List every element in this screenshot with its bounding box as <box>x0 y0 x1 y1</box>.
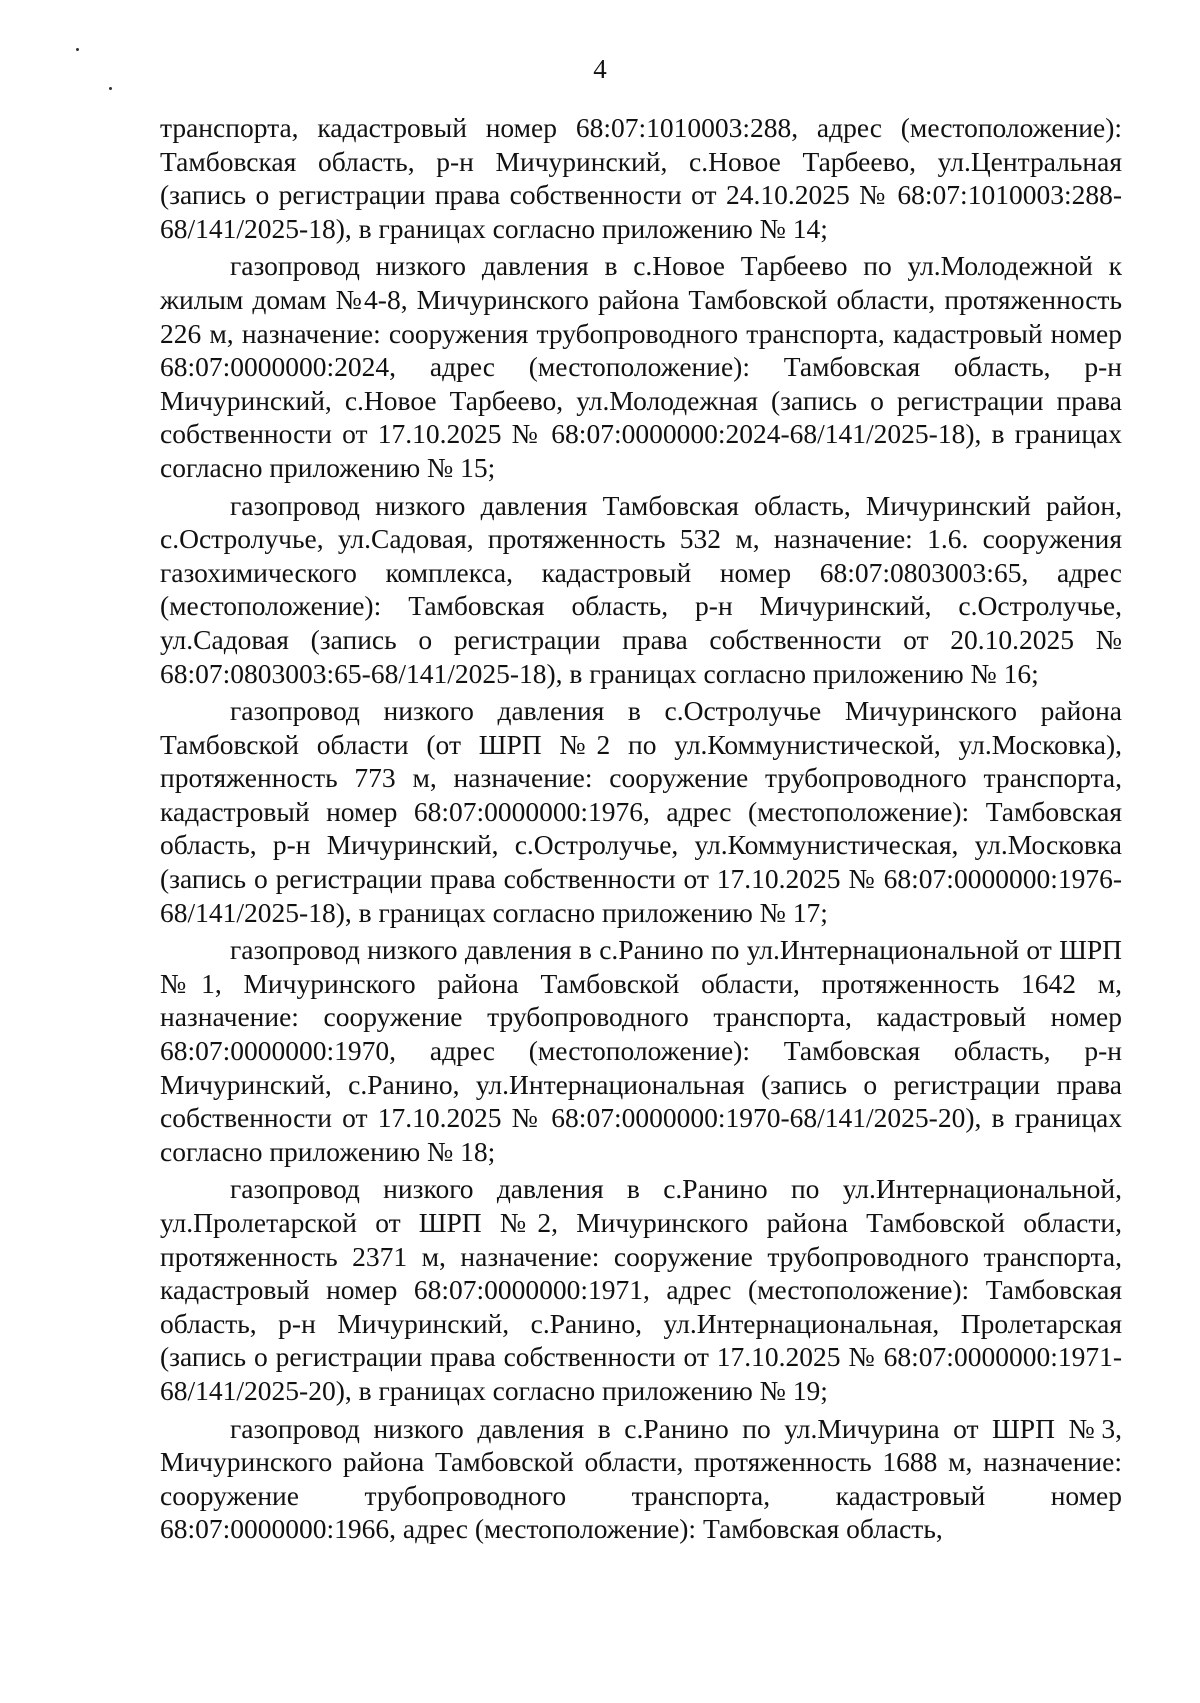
page-number: 4 <box>593 54 607 84</box>
paragraph-gas-pipeline-ranino-shrp1: газопровод низкого давления в с.Ранино по ул.Интернациональной от ШРП №1, Мичуринского района Тамбовской области, протяженность 1642 м, назначение: сооружение трубопроводного транспорта, кадастровый номер 68:07:0000000:1970, адрес (местоположение): Тамбовская область, р-н Мичуринский, с.Ранино, ул.Интернациональная (запись о регистрации права собственности от 17.10.2025 № 68:07:0000000:1970-68/141/2025-20), в границах согласно приложению № 18; <box>160 934 1122 1167</box>
scan-speck <box>109 87 112 90</box>
paragraph-gas-pipeline-ostroluchye-kommunisticheskaya: газопровод низкого давления в с.Остролучье Мичуринского района Тамбовской области (от ШРП №2 по ул.Коммунистической, ул.Московка), протяженность 773 м, назначение: сооружение трубопроводного транспорта, кадастровый номер 68:07:0000000:1976, адрес (местоположение): Тамбовская область, р-н Мичуринский, с.Остролучье, ул.Коммунистическая, ул.Московка (запись о регистрации права собственности от 17.10.2025 № 68:07:0000000:1976-68/141/2025-18), в границах согласно приложению № 17; <box>160 695 1122 928</box>
document-body <box>160 111 1122 1546</box>
paragraph-gas-pipeline-ranino-shrp2: газопровод низкого давления в с.Ранино по ул.Интернациональной, ул.Пролетарской от ШРП №2, Мичуринского района Тамбовской области, протяженность 2371 м, назначение: сооружение трубопроводного транспорта, кадастровый номер 68:07:0000000:1971, адрес (местоположение): Тамбовская область, р-н Мичуринский, с.Ранино, ул.Интернациональная, Пролетарская (запись о регистрации права собственности от 17.10.2025 № 68:07:0000000:1971-68/141/2025-20), в границах согласно приложению № 19; <box>160 1173 1122 1406</box>
scan-speck <box>76 48 79 51</box>
paragraph-gas-pipeline-ostroluchye-sadovaya: газопровод низкого давления Тамбовская область, Мичуринский район, с.Остролучье, ул.Садовая, протяженность 532 м, назначение: 1.6. сооружения газохимического комплекса, кадастровый номер 68:07:0803003:65, адрес (местоположение): Тамбовская область, р-н Мичуринский, с.Остролучье, ул.Садовая (запись о регистрации права собственности от 20.10.2025 № 68:07:0803003:65-68/141/2025-18), в границах согласно приложению № 16; <box>160 489 1122 689</box>
paragraph-gas-pipeline-ranino-shrp3: газопровод низкого давления в с.Ранино по ул.Мичурина от ШРП №3, Мичуринского района Тамбовской области, протяженность 1688 м, назначение: сооружение трубопроводного транспорта, кадастровый номер 68:07:0000000:1966, адрес (местоположение): Тамбовская область, <box>160 1412 1122 1545</box>
paragraph-continued-cadastral-288: транспорта, кадастровый номер 68:07:1010003:288, адрес (местоположение): Тамбовская область, р-н Мичуринский, с.Новое Тарбеево, ул.Центральная (запись о регистрации права собственности от 24.10.2025 № 68:07:1010003:288-68/141/2025-18), в границах согласно приложению № 14; <box>160 112 1122 244</box>
paragraph-gas-pipeline-novoe-tarbeevo: газопровод низкого давления в с.Новое Тарбеево по ул.Молодежной к жилым домам №4-8, Мичуринского района Тамбовской области, протяженность 226 м, назначение: сооружения трубопроводного транспорта, кадастровый номер 68:07:0000000:2024, адрес (местоположение): Тамбовская область, р-н Мичуринский, с.Новое Тарбеево, ул.Молодежная (запись о регистрации права собственности от 17.10.2025 № 68:07:0000000:2024-68/141/2025-18), в границах согласно приложению № 15; <box>160 250 1122 483</box>
